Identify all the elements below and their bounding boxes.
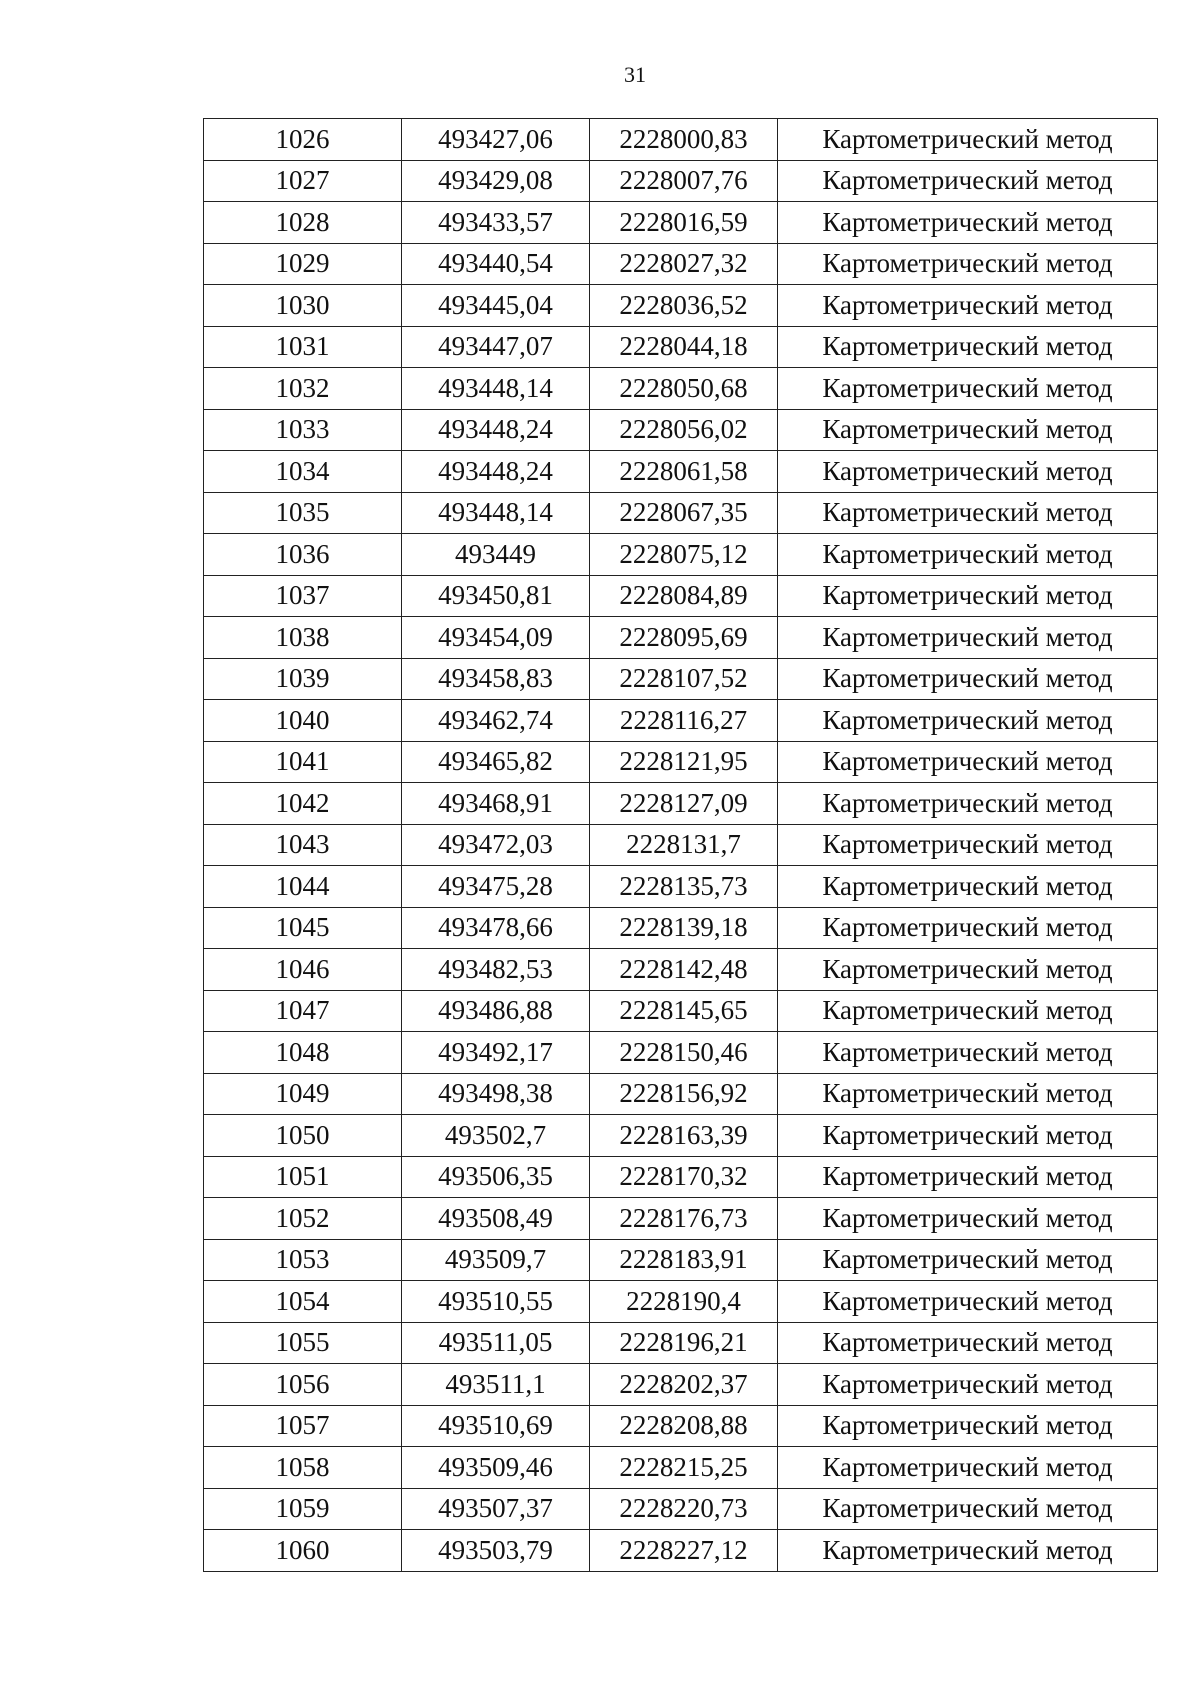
point-number-cell: 1032 [204,368,402,410]
method-cell: Картометрический метод [778,658,1158,700]
x-coordinate-cell: 493427,06 [402,119,590,161]
point-number-cell: 1051 [204,1156,402,1198]
y-coordinate-cell: 2228156,92 [590,1073,778,1115]
point-number-cell: 1050 [204,1115,402,1157]
table-row [204,1530,1158,1572]
table-row [204,907,1158,949]
table-row [204,1239,1158,1281]
x-coordinate-cell: 493450,81 [402,575,590,617]
table-row [204,409,1158,451]
method-cell: Картометрический метод [778,783,1158,825]
point-number-cell: 1048 [204,1032,402,1074]
x-coordinate-cell: 493448,14 [402,368,590,410]
x-coordinate-cell: 493510,69 [402,1405,590,1447]
point-number-cell: 1026 [204,119,402,161]
x-coordinate-cell: 493492,17 [402,1032,590,1074]
point-number-cell: 1040 [204,700,402,742]
y-coordinate-cell: 2228036,52 [590,285,778,327]
table-row [204,1322,1158,1364]
table-row [204,949,1158,991]
method-cell: Картометрический метод [778,700,1158,742]
x-coordinate-cell: 493448,24 [402,451,590,493]
method-cell: Картометрический метод [778,1322,1158,1364]
point-number-cell: 1036 [204,534,402,576]
x-coordinate-cell: 493429,08 [402,160,590,202]
y-coordinate-cell: 2228044,18 [590,326,778,368]
method-cell: Картометрический метод [778,285,1158,327]
table-row [204,575,1158,617]
point-number-cell: 1035 [204,492,402,534]
y-coordinate-cell: 2228170,32 [590,1156,778,1198]
point-number-cell: 1056 [204,1364,402,1406]
y-coordinate-cell: 2228196,21 [590,1322,778,1364]
table-row [204,119,1158,161]
point-number-cell: 1038 [204,617,402,659]
point-number-cell: 1058 [204,1447,402,1489]
method-cell: Картометрический метод [778,326,1158,368]
y-coordinate-cell: 2228075,12 [590,534,778,576]
y-coordinate-cell: 2228007,76 [590,160,778,202]
y-coordinate-cell: 2228202,37 [590,1364,778,1406]
table-row [204,1405,1158,1447]
point-number-cell: 1037 [204,575,402,617]
method-cell: Картометрический метод [778,990,1158,1032]
y-coordinate-cell: 2228056,02 [590,409,778,451]
x-coordinate-cell: 493511,1 [402,1364,590,1406]
table-row [204,824,1158,866]
method-cell: Картометрический метод [778,1364,1158,1406]
page-number: 31 [624,62,646,87]
point-number-cell: 1055 [204,1322,402,1364]
point-number-cell: 1057 [204,1405,402,1447]
y-coordinate-cell: 2228050,68 [590,368,778,410]
point-number-cell: 1027 [204,160,402,202]
point-number-cell: 1041 [204,741,402,783]
y-coordinate-cell: 2228176,73 [590,1198,778,1240]
point-number-cell: 1031 [204,326,402,368]
table-row [204,1115,1158,1157]
x-coordinate-cell: 493468,91 [402,783,590,825]
table-row [204,1281,1158,1323]
method-cell: Картометрический метод [778,1488,1158,1530]
x-coordinate-cell: 493502,7 [402,1115,590,1157]
x-coordinate-cell: 493475,28 [402,866,590,908]
x-coordinate-cell: 493458,83 [402,658,590,700]
table-row [204,1447,1158,1489]
table-row [204,534,1158,576]
y-coordinate-cell: 2228121,95 [590,741,778,783]
table-row [204,326,1158,368]
y-coordinate-cell: 2228027,32 [590,243,778,285]
y-coordinate-cell: 2228227,12 [590,1530,778,1572]
y-coordinate-cell: 2228084,89 [590,575,778,617]
point-number-cell: 1052 [204,1198,402,1240]
x-coordinate-cell: 493433,57 [402,202,590,244]
table-row [204,243,1158,285]
point-number-cell: 1042 [204,783,402,825]
method-cell: Картометрический метод [778,534,1158,576]
x-coordinate-cell: 493509,46 [402,1447,590,1489]
method-cell: Картометрический метод [778,1198,1158,1240]
method-cell: Картометрический метод [778,741,1158,783]
table-row [204,1032,1158,1074]
table-row [204,990,1158,1032]
table-row [204,1198,1158,1240]
table-row [204,1156,1158,1198]
table-row [204,783,1158,825]
point-number-cell: 1044 [204,866,402,908]
point-number-cell: 1060 [204,1530,402,1572]
method-cell: Картометрический метод [778,160,1158,202]
table-row [204,451,1158,493]
method-cell: Картометрический метод [778,617,1158,659]
x-coordinate-cell: 493503,79 [402,1530,590,1572]
x-coordinate-cell: 493506,35 [402,1156,590,1198]
y-coordinate-cell: 2228131,7 [590,824,778,866]
y-coordinate-cell: 2228163,39 [590,1115,778,1157]
method-cell: Картометрический метод [778,1073,1158,1115]
point-number-cell: 1047 [204,990,402,1032]
x-coordinate-cell: 493482,53 [402,949,590,991]
table-row [204,617,1158,659]
y-coordinate-cell: 2228135,73 [590,866,778,908]
y-coordinate-cell: 2228208,88 [590,1405,778,1447]
x-coordinate-cell: 493498,38 [402,1073,590,1115]
x-coordinate-cell: 493511,05 [402,1322,590,1364]
y-coordinate-cell: 2228183,91 [590,1239,778,1281]
table-row [204,368,1158,410]
x-coordinate-cell: 493486,88 [402,990,590,1032]
y-coordinate-cell: 2228150,46 [590,1032,778,1074]
table-row [204,866,1158,908]
x-coordinate-cell: 493508,49 [402,1198,590,1240]
method-cell: Картометрический метод [778,1281,1158,1323]
method-cell: Картометрический метод [778,575,1158,617]
table-row [204,1073,1158,1115]
table-row [204,1488,1158,1530]
method-cell: Картометрический метод [778,1530,1158,1572]
y-coordinate-cell: 2228067,35 [590,492,778,534]
method-cell: Картометрический метод [778,1239,1158,1281]
point-number-cell: 1046 [204,949,402,991]
point-number-cell: 1054 [204,1281,402,1323]
point-number-cell: 1034 [204,451,402,493]
table-row [204,741,1158,783]
point-number-cell: 1049 [204,1073,402,1115]
method-cell: Картометрический метод [778,866,1158,908]
x-coordinate-cell: 493454,09 [402,617,590,659]
y-coordinate-cell: 2228215,25 [590,1447,778,1489]
method-cell: Картометрический метод [778,1405,1158,1447]
x-coordinate-cell: 493462,74 [402,700,590,742]
method-cell: Картометрический метод [778,1156,1158,1198]
table-row [204,492,1158,534]
table-row [204,285,1158,327]
point-number-cell: 1043 [204,824,402,866]
method-cell: Картометрический метод [778,824,1158,866]
point-number-cell: 1039 [204,658,402,700]
coordinates-table-body [204,119,1158,1572]
y-coordinate-cell: 2228139,18 [590,907,778,949]
x-coordinate-cell: 493472,03 [402,824,590,866]
method-cell: Картометрический метод [778,368,1158,410]
y-coordinate-cell: 2228095,69 [590,617,778,659]
y-coordinate-cell: 2228142,48 [590,949,778,991]
y-coordinate-cell: 2228107,52 [590,658,778,700]
method-cell: Картометрический метод [778,119,1158,161]
table-row [204,160,1158,202]
y-coordinate-cell: 2228116,27 [590,700,778,742]
method-cell: Картометрический метод [778,1115,1158,1157]
table-row [204,658,1158,700]
x-coordinate-cell: 493507,37 [402,1488,590,1530]
point-number-cell: 1059 [204,1488,402,1530]
table-row [204,700,1158,742]
point-number-cell: 1028 [204,202,402,244]
point-number-cell: 1045 [204,907,402,949]
method-cell: Картометрический метод [778,1447,1158,1489]
x-coordinate-cell: 493445,04 [402,285,590,327]
y-coordinate-cell: 2228016,59 [590,202,778,244]
method-cell: Картометрический метод [778,202,1158,244]
x-coordinate-cell: 493510,55 [402,1281,590,1323]
method-cell: Картометрический метод [778,949,1158,991]
coordinates-table [203,118,1158,1572]
y-coordinate-cell: 2228190,4 [590,1281,778,1323]
x-coordinate-cell: 493448,14 [402,492,590,534]
x-coordinate-cell: 493449 [402,534,590,576]
x-coordinate-cell: 493448,24 [402,409,590,451]
method-cell: Картометрический метод [778,907,1158,949]
y-coordinate-cell: 2228220,73 [590,1488,778,1530]
x-coordinate-cell: 493440,54 [402,243,590,285]
x-coordinate-cell: 493509,7 [402,1239,590,1281]
point-number-cell: 1053 [204,1239,402,1281]
x-coordinate-cell: 493465,82 [402,741,590,783]
table-row [204,202,1158,244]
x-coordinate-cell: 493478,66 [402,907,590,949]
point-number-cell: 1030 [204,285,402,327]
method-cell: Картометрический метод [778,243,1158,285]
method-cell: Картометрический метод [778,1032,1158,1074]
point-number-cell: 1033 [204,409,402,451]
y-coordinate-cell: 2228000,83 [590,119,778,161]
table-row [204,1364,1158,1406]
y-coordinate-cell: 2228145,65 [590,990,778,1032]
method-cell: Картометрический метод [778,409,1158,451]
point-number-cell: 1029 [204,243,402,285]
x-coordinate-cell: 493447,07 [402,326,590,368]
y-coordinate-cell: 2228061,58 [590,451,778,493]
y-coordinate-cell: 2228127,09 [590,783,778,825]
method-cell: Картометрический метод [778,451,1158,493]
method-cell: Картометрический метод [778,492,1158,534]
